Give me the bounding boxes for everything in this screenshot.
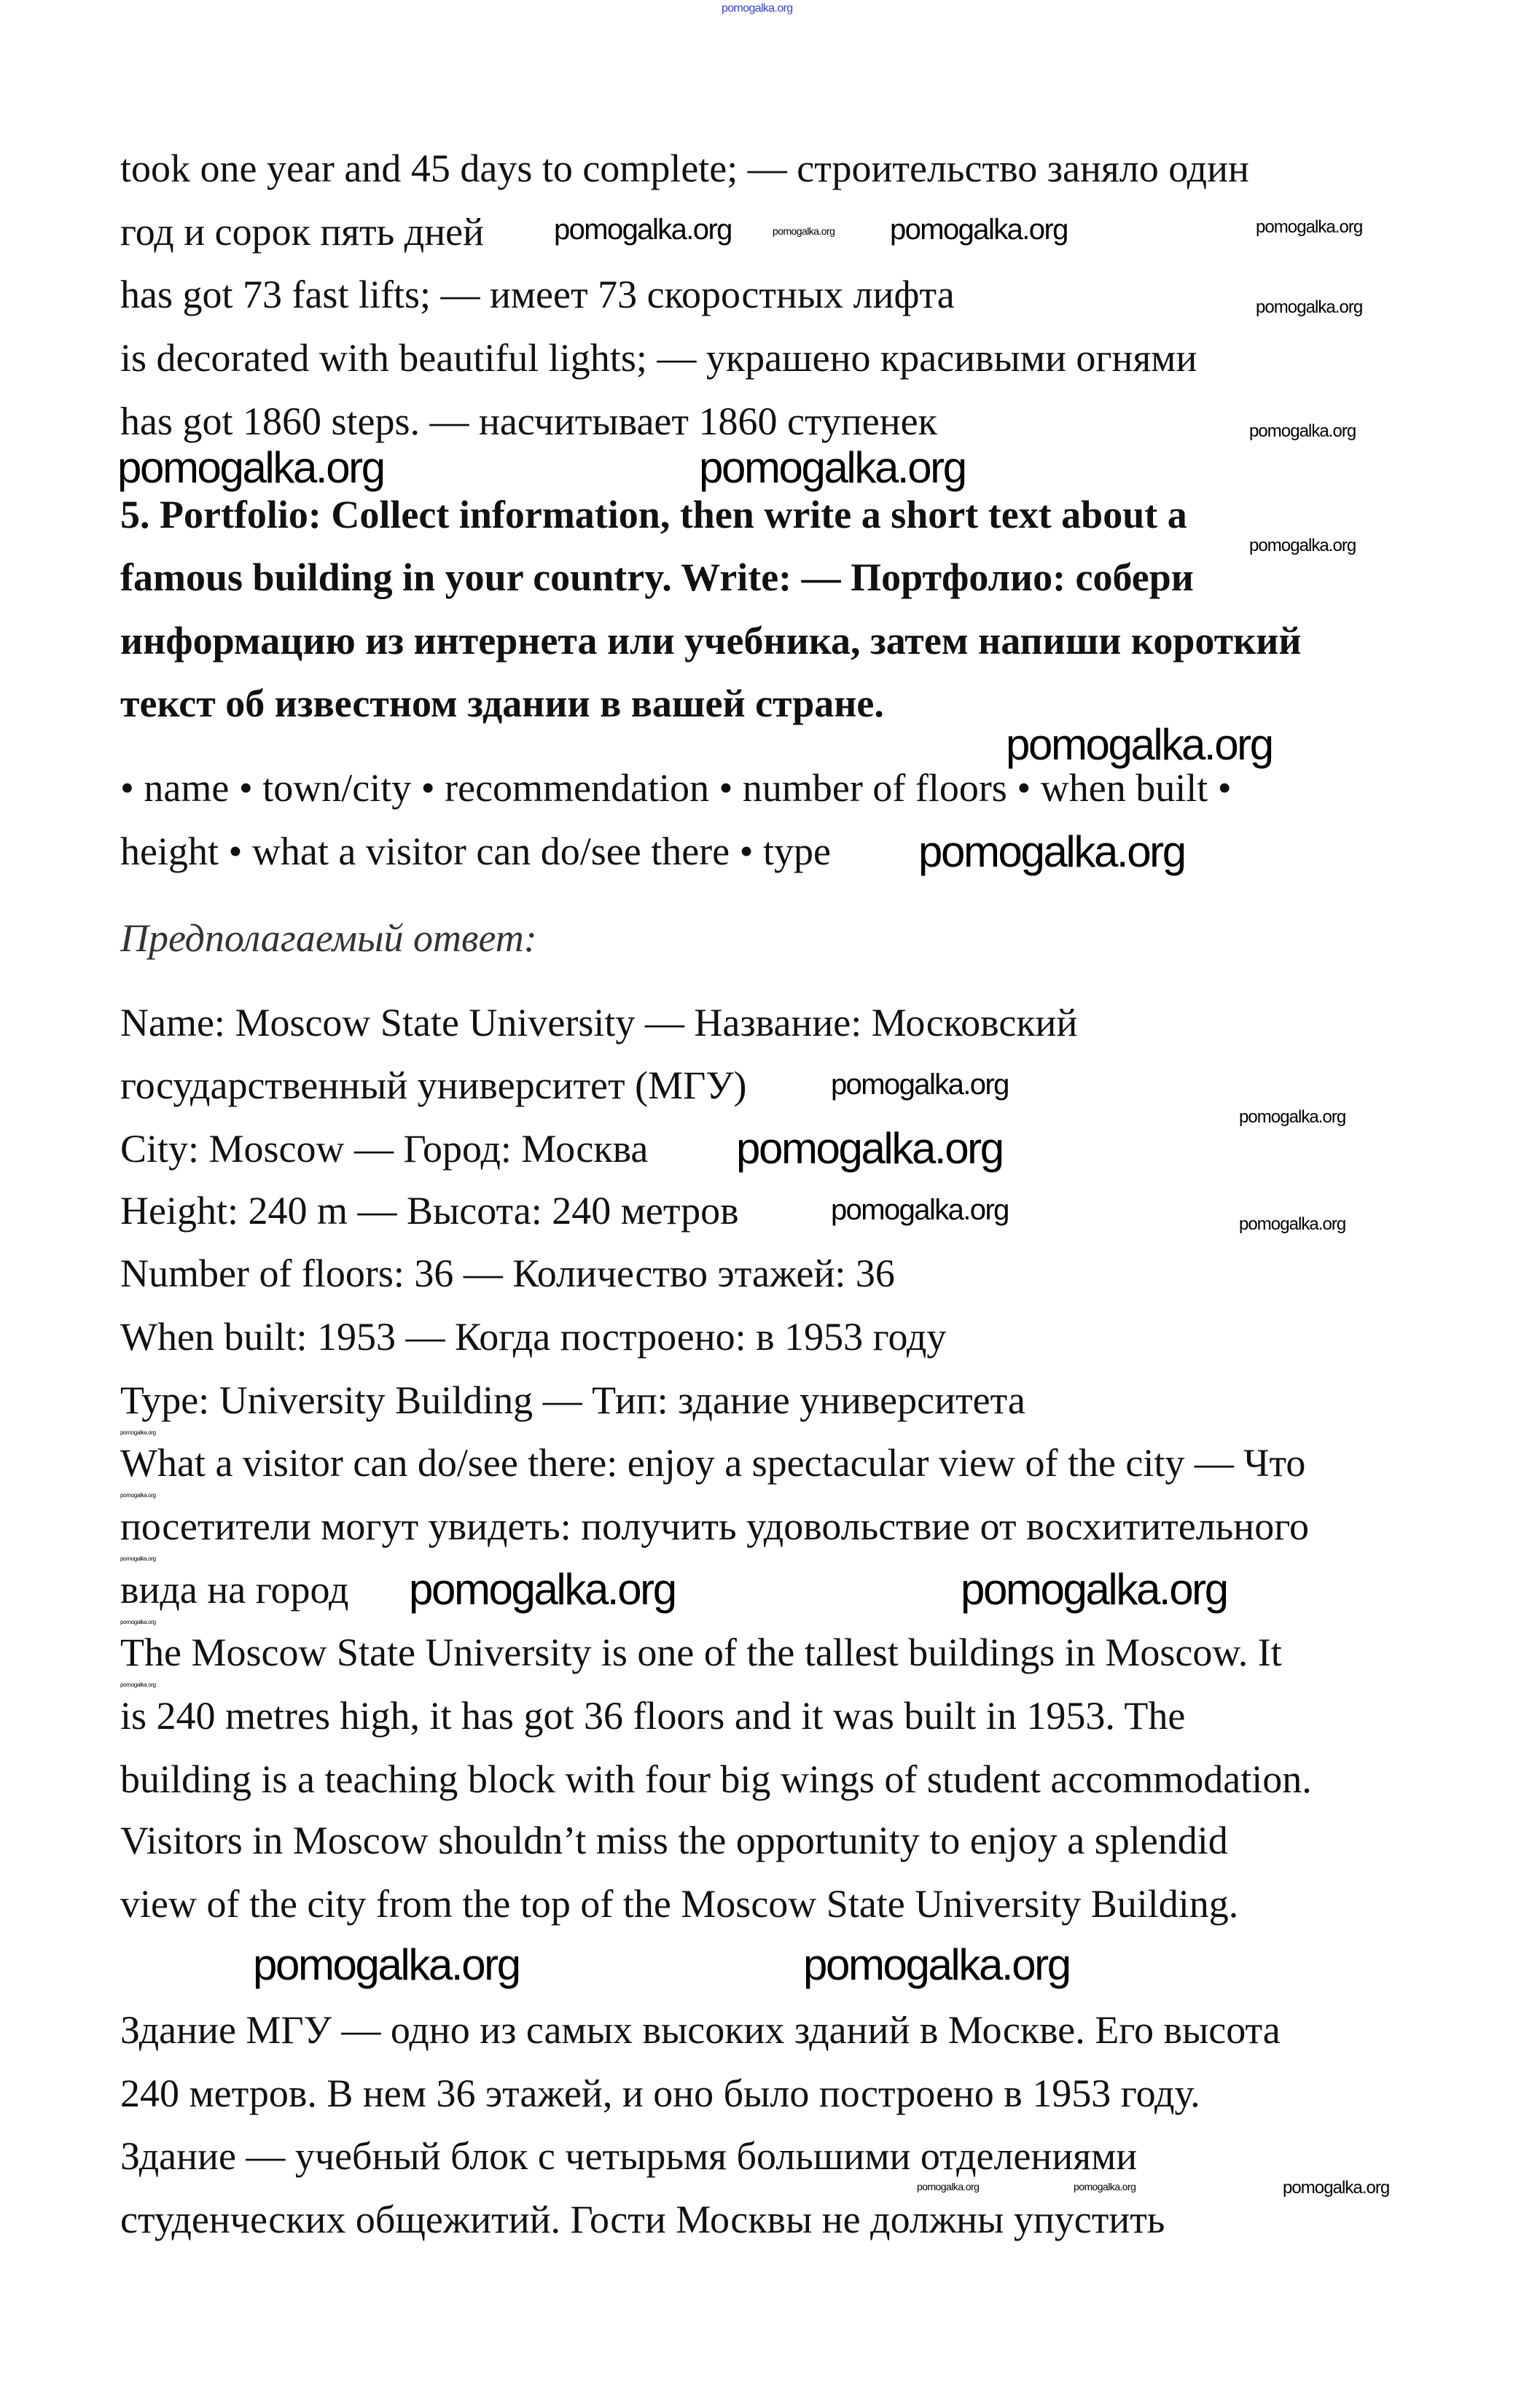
text-line: When built: 1953 — Когда построено: в 1953 году — [120, 1315, 947, 1359]
text-line: • name • town/city • recommendation • number of floors • when built • — [120, 766, 1232, 810]
watermark: pomogalka.org — [773, 225, 835, 237]
text-line: City: Moscow — Город: Москва — [120, 1127, 649, 1171]
watermark: pomogalka.org — [917, 2181, 980, 2192]
text-line: What a visitor can do/see there: enjoy a spectacular view of the city — Что — [120, 1441, 1306, 1485]
task-heading: famous building in your country. Write: — Портфолио: собери — [120, 555, 1194, 599]
text-line: Height: 240 m — Высота: 240 метров — [120, 1189, 739, 1233]
watermark: pomogalka.org — [831, 1069, 1009, 1101]
watermark: pomogalka.org — [831, 1194, 1009, 1226]
text-line: Name: Moscow State University — Название: Московский — [120, 1001, 1078, 1044]
text-line: has got 1860 steps. — насчитывает 1860 ступенек — [120, 399, 937, 443]
watermark: pomogalka.org — [120, 1682, 156, 1688]
watermark: pomogalka.org — [1239, 1107, 1346, 1127]
watermark: pomogalka.org — [253, 1940, 520, 1989]
text-line: Здание — учебный блок с четырьмя большими отделениями — [120, 2134, 1138, 2178]
task-heading: текст об известном здании в вашей стране. — [120, 682, 884, 725]
task-heading: 5. Portfolio: Collect information, then write a short text about a — [120, 493, 1187, 536]
text-line: is decorated with beautiful lights; — украшено красивыми огнями — [120, 336, 1197, 380]
watermark: pomogalka.org — [1006, 720, 1273, 769]
watermark: pomogalka.org — [1249, 536, 1356, 555]
watermark: pomogalka.org — [736, 1124, 1003, 1173]
watermark: pomogalka.org — [890, 214, 1068, 246]
text-line: студенческих общежитий. Гости Москвы не должны упустить — [120, 2198, 1165, 2241]
text-line: building is a teaching block with four big wings of student accommodation. — [120, 1757, 1312, 1801]
task-heading: информацию из интернета или учебника, затем напиши короткий — [120, 619, 1302, 663]
watermark: pomogalka.org — [722, 2, 793, 15]
watermark: pomogalka.org — [1074, 2181, 1136, 2192]
watermark: pomogalka.org — [409, 1565, 676, 1614]
text-line: Type: University Building — Тип: здание университета — [120, 1378, 1025, 1422]
text-line: посетители могут увидеть: получить удовольствие от восхитительного — [120, 1504, 1309, 1548]
watermark: pomogalka.org — [120, 1555, 156, 1562]
watermark: pomogalka.org — [1239, 1214, 1346, 1234]
text-line: view of the city from the top of the Moscow State University Building. — [120, 1882, 1239, 1926]
watermark: pomogalka.org — [1249, 421, 1356, 441]
watermark: pomogalka.org — [699, 443, 966, 492]
watermark: pomogalka.org — [554, 214, 732, 246]
text-line: Number of floors: 36 — Количество этажей: 36 — [120, 1251, 895, 1295]
text-line: Здание МГУ — одно из самых высоких зданий в Москве. Его высота — [120, 2008, 1281, 2052]
answer-label: Предполагаемый ответ: — [120, 916, 537, 960]
watermark: pomogalka.org — [1256, 297, 1363, 317]
text-line: is 240 metres high, it has got 36 floors and it was built in 1953. The — [120, 1694, 1186, 1738]
watermark: pomogalka.org — [961, 1565, 1227, 1614]
text-line: государственный университет (МГУ) — [120, 1063, 747, 1107]
text-line: Visitors in Moscow shouldn’t miss the opportunity to enjoy a splendid — [120, 1819, 1228, 1862]
watermark: pomogalka.org — [117, 443, 384, 492]
watermark: pomogalka.org — [120, 1429, 156, 1436]
watermark: pomogalka.org — [918, 827, 1185, 876]
watermark: pomogalka.org — [120, 1492, 156, 1499]
watermark: pomogalka.org — [120, 1619, 156, 1625]
text-line: год и сорок пять дней — [120, 210, 485, 254]
watermark: pomogalka.org — [1283, 2178, 1390, 2198]
text-line: 240 метров. В нем 36 этажей, и оно было построено в 1953 году. — [120, 2071, 1200, 2115]
text-line: took one year and 45 days to complete; — строительство заняло один — [120, 147, 1249, 190]
watermark: pomogalka.org — [803, 1940, 1070, 1989]
text-line: has got 73 fast lifts; — имеет 73 скоростных лифта — [120, 273, 955, 316]
text-line: The Moscow State University is one of the tallest buildings in Moscow. It — [120, 1631, 1282, 1674]
text-line: вида на город — [120, 1568, 349, 1612]
text-line: height • what a visitor can do/see there • type — [120, 829, 832, 873]
watermark: pomogalka.org — [1256, 217, 1363, 237]
